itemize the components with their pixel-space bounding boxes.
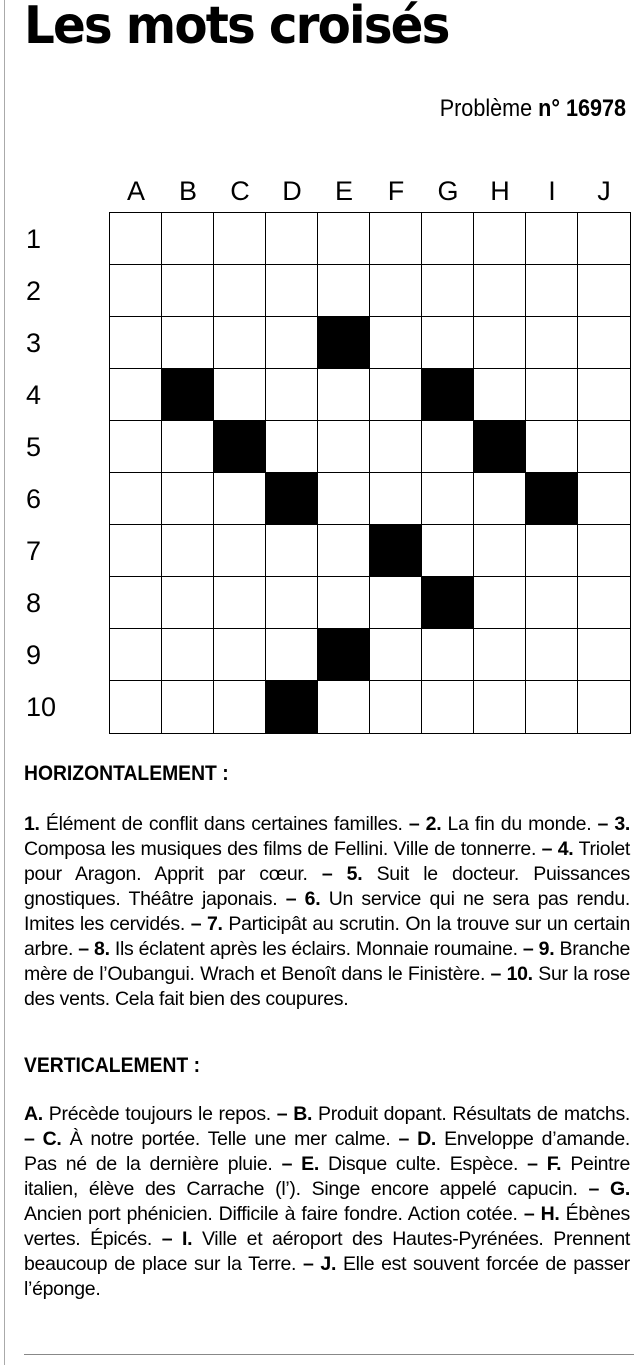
column-label-e: E xyxy=(334,176,353,206)
clue-separator: – xyxy=(272,1153,302,1175)
clue-text: Enveloppe d’amande. Pas né de la dernière pluie. xyxy=(24,1128,631,1175)
grid-cell-d8[interactable] xyxy=(266,577,318,629)
black-cell-e9 xyxy=(318,629,370,681)
grid-cell-j1[interactable] xyxy=(578,213,630,265)
clue-text: Composa les musiques des films de Fellini. Ville de tonnerre. xyxy=(24,838,537,860)
row-label-9: 9 xyxy=(26,640,42,670)
row-label-6: 6 xyxy=(26,484,42,514)
grid-cell-a9[interactable] xyxy=(110,629,162,681)
grid-cell-f1[interactable] xyxy=(370,213,422,265)
grid-cell-f6[interactable] xyxy=(370,473,422,525)
clue-text: Elle est souvent forcée de passer l’éponge. xyxy=(24,1253,631,1300)
clue-text: Sur la rose des vents. Cela fait bien des coupures. xyxy=(24,963,630,1010)
problem-number-value: 16978 xyxy=(565,95,626,122)
black-cell-f7 xyxy=(370,525,422,577)
grid-cell-c3[interactable] xyxy=(214,317,266,369)
grid-cell-i9[interactable] xyxy=(526,629,578,681)
grid-cell-b2[interactable] xyxy=(162,265,214,317)
clue-separator: – xyxy=(296,1253,321,1275)
clue-number: 6. xyxy=(304,888,321,910)
crossword-grid xyxy=(109,212,631,734)
grid-cell-b9[interactable] xyxy=(162,629,214,681)
black-cell-d10 xyxy=(266,681,318,733)
clue-number: D. xyxy=(417,1128,437,1150)
clue-number: A. xyxy=(24,1103,43,1125)
clue-separator: – xyxy=(402,813,426,835)
row-label-4: 4 xyxy=(26,380,42,410)
grid-cell-d3[interactable] xyxy=(266,317,318,369)
grid-cell-g6[interactable] xyxy=(422,473,474,525)
grid-cell-j6[interactable] xyxy=(578,473,630,525)
row-label-2: 2 xyxy=(26,276,42,306)
grid-cell-i1[interactable] xyxy=(526,213,578,265)
row-label-10: 10 xyxy=(26,692,57,722)
grid-cell-j7[interactable] xyxy=(578,525,630,577)
clue-number: 8. xyxy=(94,938,110,960)
grid-cell-d5[interactable] xyxy=(266,421,318,473)
clue-separator: – xyxy=(24,1128,43,1150)
grid-cell-d4[interactable] xyxy=(266,369,318,421)
grid-cell-d9[interactable] xyxy=(266,629,318,681)
grid-cell-e7[interactable] xyxy=(318,525,370,577)
clue-number: 9. xyxy=(538,938,555,960)
grid-cell-g10[interactable] xyxy=(422,681,474,733)
grid-cell-b5[interactable] xyxy=(162,421,214,473)
grid-cell-j8[interactable] xyxy=(578,577,630,629)
column-label-i: I xyxy=(548,176,556,206)
grid-cell-h10[interactable] xyxy=(474,681,526,733)
column-label-j: J xyxy=(597,176,611,206)
grid-cell-c1[interactable] xyxy=(214,213,266,265)
clue-separator: – xyxy=(577,1178,611,1200)
clue-text: La fin du monde. xyxy=(447,813,592,835)
grid-cell-c9[interactable] xyxy=(214,629,266,681)
column-label-d: D xyxy=(282,176,302,206)
clue-separator: – xyxy=(270,1103,294,1125)
vertical-clues xyxy=(24,1102,630,1302)
black-cell-i6 xyxy=(526,473,578,525)
grid-cell-c2[interactable] xyxy=(214,265,266,317)
black-cell-h5 xyxy=(474,421,526,473)
clue-number: 10. xyxy=(506,963,533,985)
grid-cell-b1[interactable] xyxy=(162,213,214,265)
grid-cell-e6[interactable] xyxy=(318,473,370,525)
grid-cell-f3[interactable] xyxy=(370,317,422,369)
grid-cell-h8[interactable] xyxy=(474,577,526,629)
grid-cell-f10[interactable] xyxy=(370,681,422,733)
row-label-5: 5 xyxy=(26,432,42,462)
grid-cell-a2[interactable] xyxy=(110,265,162,317)
vertical-heading: VERTICALEMENT : xyxy=(24,1054,201,1077)
bottom-rule xyxy=(24,1354,634,1355)
horizontal-clues xyxy=(24,812,630,1012)
column-label-a: A xyxy=(126,176,145,206)
grid-cell-g7[interactable] xyxy=(422,525,474,577)
grid-cell-e4[interactable] xyxy=(318,369,370,421)
problem-label: Problème xyxy=(439,95,533,122)
grid-cell-f2[interactable] xyxy=(370,265,422,317)
column-label-h: H xyxy=(490,176,510,206)
grid-cell-j5[interactable] xyxy=(578,421,630,473)
grid-cell-a4[interactable] xyxy=(110,369,162,421)
grid-cell-g3[interactable] xyxy=(422,317,474,369)
clue-separator: – xyxy=(517,1203,541,1225)
clue-number: J. xyxy=(320,1253,337,1275)
clue-number: 2. xyxy=(425,813,442,835)
grid-cell-a1[interactable] xyxy=(110,213,162,265)
grid-cell-h9[interactable] xyxy=(474,629,526,681)
grid-cell-i2[interactable] xyxy=(526,265,578,317)
row-label-7: 7 xyxy=(26,536,42,566)
clue-text: Ville et aéroport des Hautes-Pyrénées. Prennent beaucoup de place sur la Terre. xyxy=(24,1228,630,1275)
grid-cell-h7[interactable] xyxy=(474,525,526,577)
black-cell-e3 xyxy=(318,317,370,369)
problem-number-prefix: n° xyxy=(538,95,560,122)
grid-cell-e10[interactable] xyxy=(318,681,370,733)
grid-cell-j10[interactable] xyxy=(578,681,630,733)
black-cell-c5 xyxy=(214,421,266,473)
clue-text: Participât au scrutin. On la trouve sur un certain arbre. xyxy=(24,913,630,960)
grid-cell-f4[interactable] xyxy=(370,369,422,421)
grid-cell-h2[interactable] xyxy=(474,265,526,317)
left-rule xyxy=(4,0,5,1365)
grid-cell-j9[interactable] xyxy=(578,629,630,681)
grid-cell-a7[interactable] xyxy=(110,525,162,577)
clue-separator: – xyxy=(307,863,347,885)
grid-cell-b6[interactable] xyxy=(162,473,214,525)
row-label-1: 1 xyxy=(26,224,42,254)
grid-cell-d7[interactable] xyxy=(266,525,318,577)
clue-separator: – xyxy=(591,813,615,835)
grid-cell-i8[interactable] xyxy=(526,577,578,629)
grid-cell-j3[interactable] xyxy=(578,317,630,369)
clue-number: 3. xyxy=(614,813,630,835)
clue-separator: – xyxy=(151,1228,182,1250)
grid-cell-i5[interactable] xyxy=(526,421,578,473)
grid-cell-b3[interactable] xyxy=(162,317,214,369)
clue-number: 4. xyxy=(557,838,574,860)
grid-cell-g5[interactable] xyxy=(422,421,474,473)
grid-cell-i4[interactable] xyxy=(526,369,578,421)
grid-cell-b10[interactable] xyxy=(162,681,214,733)
clue-text: Peintre italien, élève des Carrache (l’). Singe encore appelé capucin. xyxy=(24,1153,631,1200)
clue-separator: – xyxy=(536,838,558,860)
horizontal-heading: HORIZONTALEMENT : xyxy=(24,762,229,785)
grid-cell-j4[interactable] xyxy=(578,369,630,421)
grid-cell-d2[interactable] xyxy=(266,265,318,317)
grid-cell-j2[interactable] xyxy=(578,265,630,317)
clue-text: Un service qui ne sera pas rendu. Imites les cervidés. xyxy=(24,888,631,935)
grid-cell-i3[interactable] xyxy=(526,317,578,369)
row-label-8: 8 xyxy=(26,588,42,618)
clue-separator: – xyxy=(390,1128,418,1150)
grid-cell-c8[interactable] xyxy=(214,577,266,629)
black-cell-g8 xyxy=(422,577,474,629)
clue-text: Triolet pour Aragon. Apprit par cœur. xyxy=(24,838,631,885)
grid-cell-a6[interactable] xyxy=(110,473,162,525)
clue-separator: – xyxy=(277,888,305,910)
clue-text: Ils éclatent après les éclairs. Monnaie roumaine. xyxy=(114,938,518,960)
clue-text: Ancien port phénicien. Difficile à faire fondre. Action cotée. xyxy=(24,1203,518,1225)
clue-text: À notre portée. Telle une mer calme. xyxy=(69,1128,391,1150)
clue-number: B. xyxy=(293,1103,313,1125)
clue-text: Ébènes vertes. Épicés. xyxy=(24,1203,630,1250)
clue-number: E. xyxy=(301,1153,319,1175)
grid-cell-c10[interactable] xyxy=(214,681,266,733)
grid-cell-f5[interactable] xyxy=(370,421,422,473)
grid-cell-h1[interactable] xyxy=(474,213,526,265)
grid-cell-a5[interactable] xyxy=(110,421,162,473)
clue-number: 5. xyxy=(346,863,363,885)
column-label-g: G xyxy=(437,176,459,206)
page-title: Les mots croisés xyxy=(24,0,449,56)
grid-cell-e5[interactable] xyxy=(318,421,370,473)
clue-separator: – xyxy=(518,1153,547,1175)
clue-number: F. xyxy=(546,1153,562,1175)
grid-cell-e1[interactable] xyxy=(318,213,370,265)
clue-separator: – xyxy=(485,963,507,985)
clue-number: I. xyxy=(181,1228,193,1250)
grid-cell-g2[interactable] xyxy=(422,265,474,317)
clue-text: Produit dopant. Résultats de matchs. xyxy=(318,1103,631,1125)
column-label-b: B xyxy=(178,176,197,206)
clue-text: Suit le docteur. Puissances gnostiques. Théâtre japonais. xyxy=(24,863,631,910)
black-cell-b4 xyxy=(162,369,214,421)
grid-cell-h3[interactable] xyxy=(474,317,526,369)
grid-cell-f8[interactable] xyxy=(370,577,422,629)
clue-number: 1. xyxy=(24,813,40,835)
grid-cell-b8[interactable] xyxy=(162,577,214,629)
grid-cell-f9[interactable] xyxy=(370,629,422,681)
grid-cell-g1[interactable] xyxy=(422,213,474,265)
clue-separator: – xyxy=(73,938,95,960)
grid-cell-b7[interactable] xyxy=(162,525,214,577)
clue-text: Élément de conflit dans certaines familles. xyxy=(45,813,403,835)
grid-cell-g9[interactable] xyxy=(422,629,474,681)
clue-text: Précède toujours le repos. xyxy=(48,1103,271,1125)
clue-number: C. xyxy=(42,1128,62,1150)
grid-cell-c7[interactable] xyxy=(214,525,266,577)
problem-number xyxy=(440,95,626,123)
black-cell-g4 xyxy=(422,369,474,421)
grid-cell-a3[interactable] xyxy=(110,317,162,369)
clue-separator: – xyxy=(517,938,539,960)
clue-text: Disque culte. Espèce. xyxy=(328,1153,519,1175)
black-cell-d6 xyxy=(266,473,318,525)
clue-number: G. xyxy=(610,1178,631,1200)
grid-cell-d1[interactable] xyxy=(266,213,318,265)
column-label-c: C xyxy=(230,176,250,206)
grid-cell-e2[interactable] xyxy=(318,265,370,317)
grid-cell-a8[interactable] xyxy=(110,577,162,629)
grid-cell-a10[interactable] xyxy=(110,681,162,733)
grid-cell-c6[interactable] xyxy=(214,473,266,525)
grid-cell-h6[interactable] xyxy=(474,473,526,525)
grid-cell-i10[interactable] xyxy=(526,681,578,733)
clue-number: 7. xyxy=(206,913,223,935)
clue-text: Branche mère de l’Oubangui. Wrach et Benoît dans le Finistère. xyxy=(24,938,631,985)
column-label-f: F xyxy=(387,176,405,206)
grid-cell-i7[interactable] xyxy=(526,525,578,577)
grid-cell-c4[interactable] xyxy=(214,369,266,421)
clue-separator: – xyxy=(185,913,207,935)
clue-number: H. xyxy=(540,1203,560,1225)
row-label-3: 3 xyxy=(26,328,42,358)
grid-cell-e8[interactable] xyxy=(318,577,370,629)
grid-cell-h4[interactable] xyxy=(474,369,526,421)
